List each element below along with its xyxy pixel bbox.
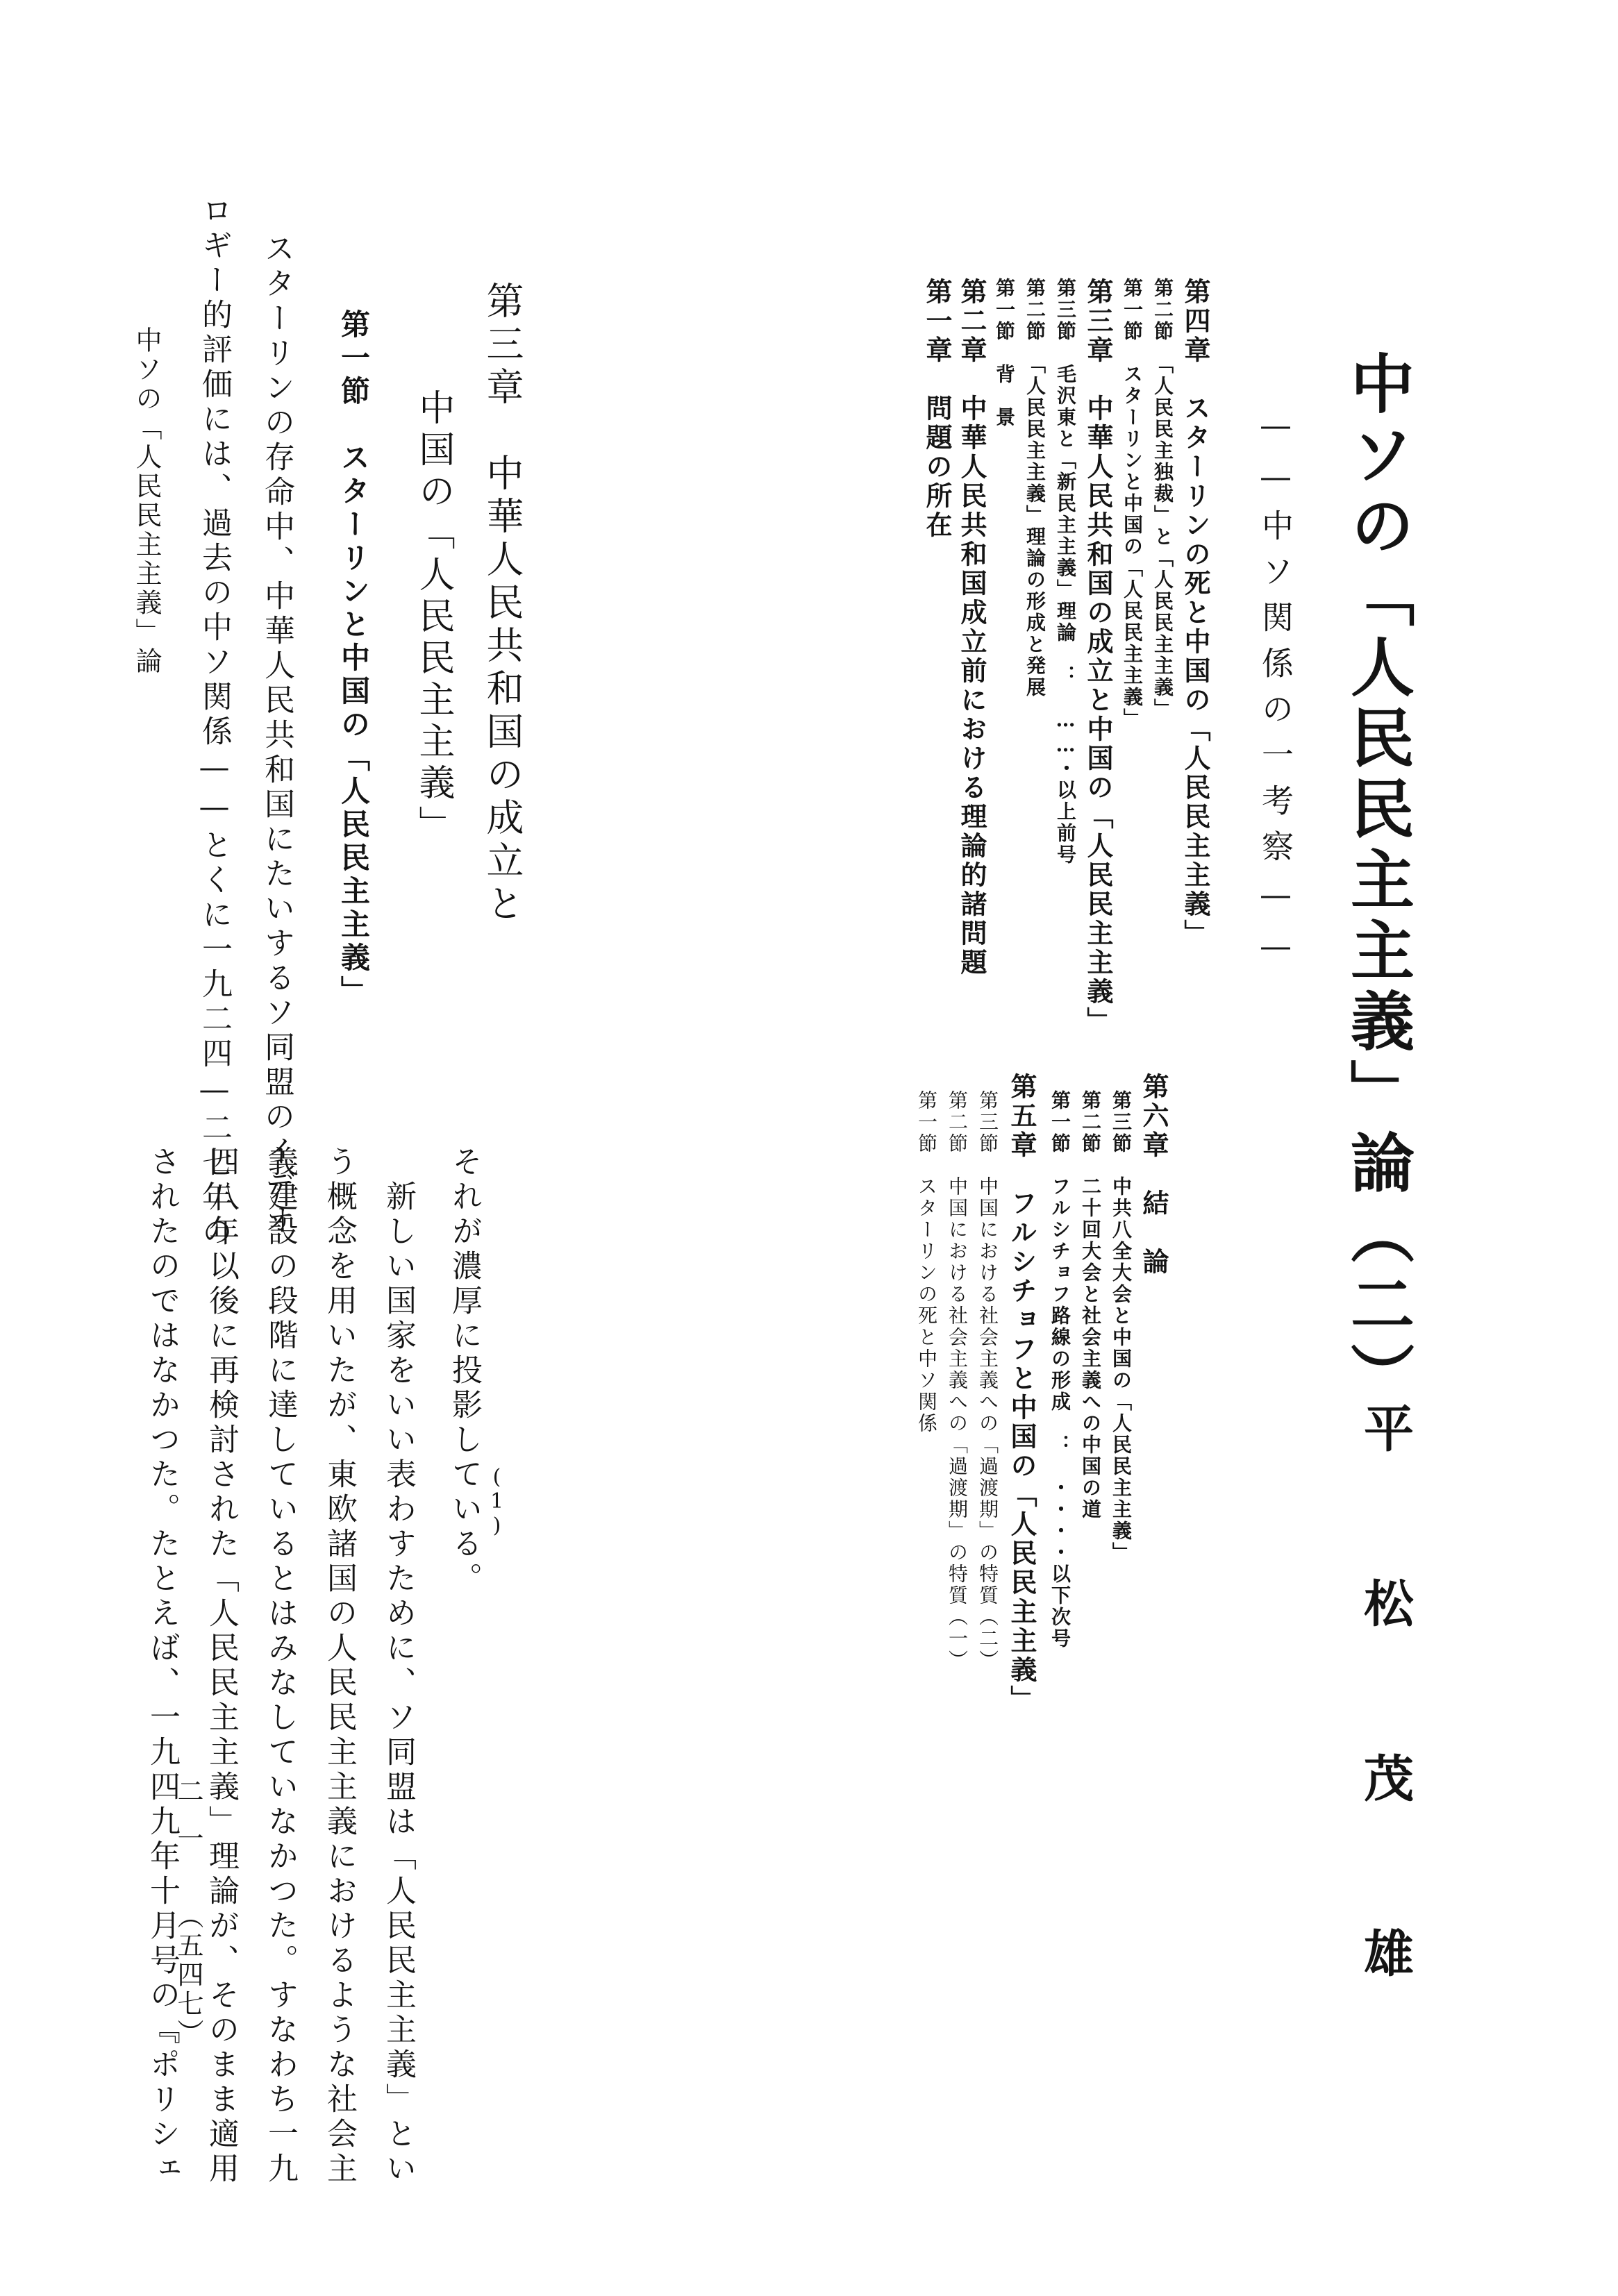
body-line-top-2: ロギー的評価には、過去の中ソ関係——とくに一九二四—二七年の [197,194,232,1250]
article-subtitle: ——中ソ関係の一考察—— [1257,406,1294,978]
toc-chapter-4: 第四章 スターリンの死と中国の「人民民主主義」 [1180,278,1211,948]
body-line-top-1: スターリンの存命中、中華人民共和国にたいするソ同盟のイデオ [259,233,294,1239]
article-title: 中ソの「人民民主主義」論（二） [1340,351,1415,1413]
toc-chapter-5: 第五章 フルシチョフと中国の「人民民主主義」 [1006,1073,1037,1714]
toc-ch3-section-2: 第二節 「人民民主独裁」と「人民民主主義」 [1151,278,1174,720]
section-1-heading: 第一節 スターリンと中国の「人民民主主義」 [337,309,371,1009]
body-line-bottom-1: それが濃厚に投影している。 [447,1146,482,1597]
toc-chapter-6: 第六章 結 論 [1138,1073,1169,1277]
footnote-marker: (1) [485,1465,509,1538]
toc-ch5-section-1: 第一節 フルシチョフ路線の形成 ： ・・・・以下次号 [1049,1090,1071,1650]
toc-ch2-section-2: 第二節 「人民民主主義」理論の形成と発展 [1024,278,1046,698]
running-title: 中ソの「人民民主主義」論 [131,326,162,676]
body-line-bottom-5: 四八年以後に再検討された「人民民主主義」理論が、そのまま適用 [203,1146,239,2187]
chapter-3-heading: 第三章 中華人民共和国の成立と [481,281,524,927]
toc-ch4-section-2: 第二節 中国における社会主義への「過渡期」の特質（一） [946,1090,969,1671]
toc-ch4-section-1: 第一節 スターリンの死と中ソ関係 [915,1090,938,1434]
toc-ch2-section-1: 第一節 背 景 [993,278,1016,428]
page-number-total: （五四七） [173,1902,203,2048]
toc-chapter-1: 第一章 問題の所在 [921,278,953,540]
toc-ch3-section-1: 第一節 スターリンと中国の「人民民主主義」 [1121,278,1144,730]
body-line-bottom-2: 新しい国家をいい表わすために、ソ同盟は「人民民主主義」とい [381,1180,416,2187]
author-name: 平松茂雄 [1356,1402,1415,2102]
toc-chapter-2: 第二章 中華人民共和国成立前における理論的諸問題 [956,278,987,978]
toc-ch5-section-2: 第二節 二十回大会と社会主義への中国の道 [1079,1090,1102,1520]
body-line-bottom-3: う概念を用いたが、東欧諸国の人民民主主義におけるような社会主 [322,1146,357,2187]
body-line-bottom-6: されたのではなかつた。たとえば、一九四九年十月号の『ポリシェ [144,1146,180,2187]
toc-chapter-3: 第三章 中華人民共和国の成立と中国の「人民民主主義」 [1083,278,1114,1036]
page-number: 二一 [173,1777,203,1872]
body-line-bottom-4: 義建設の段階に達しているとはみなしていなかつた。すなわち一九 [262,1146,298,2187]
toc-ch4-section-3: 第三節 中国における社会主義への「過渡期」の特質（二） [976,1090,999,1671]
toc-ch5-section-3: 第三節 中共八全大会と中国の「人民民主主義」 [1110,1090,1133,1564]
toc-ch2-section-3: 第三節 毛沢東と「新民主主義」理論 ： ……・以上前号 [1054,278,1077,866]
chapter-3-heading-cont: 中国の「人民民主主義」 [412,389,454,847]
